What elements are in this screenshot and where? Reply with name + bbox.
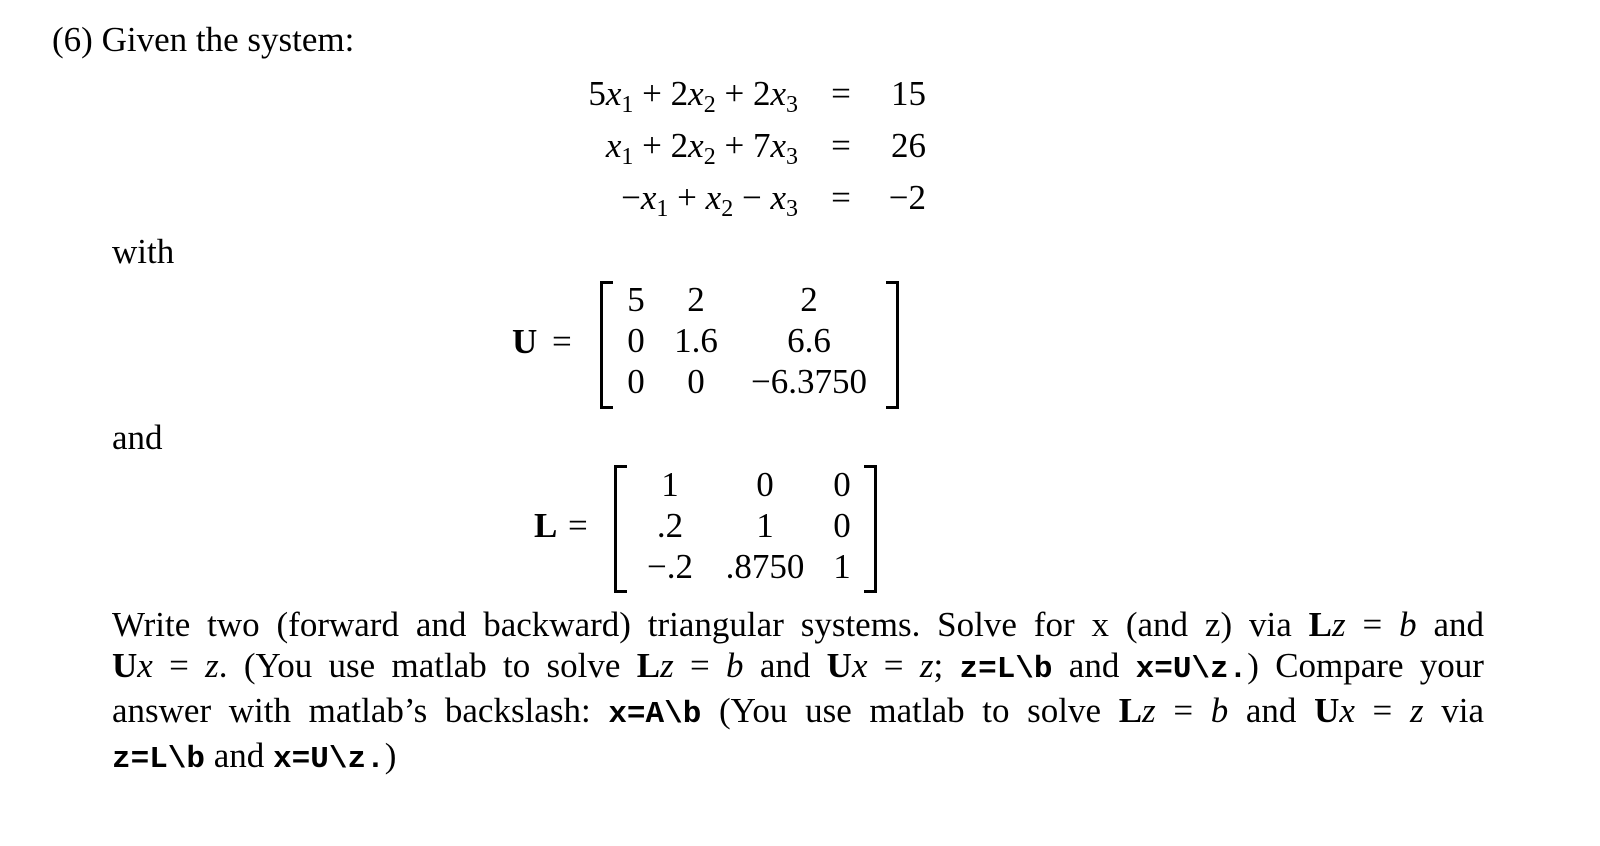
matrix-u-left-bracket [600, 281, 613, 409]
code-snippet: z=L\b [959, 652, 1053, 687]
equation-row-3-eq: = [831, 178, 851, 217]
matrix-u-right-bracket [886, 281, 899, 409]
equation-row-2-lhs: $x_1 + 2x_2 + 7x_3$ [605, 126, 798, 170]
equation-row-2-rhs: 26 [891, 126, 926, 165]
matrix-l-cell: 0 [833, 506, 851, 545]
matrix-u-eq: = [552, 322, 572, 361]
code-snippet: z=L\b [112, 742, 206, 777]
problem-intro: Given the system: [101, 20, 355, 59]
matrix-u-cell: 1.6 [674, 321, 718, 360]
equation-row-3-lhs: $-x_1 + x_2 - x_3$ [621, 178, 798, 222]
instructions-paragraph [112, 604, 1484, 780]
problem-heading [52, 20, 354, 60]
matrix-u-cell: 6.6 [787, 321, 831, 360]
code-snippet: x=A\b [608, 697, 702, 732]
matrix-l-cell: 1 [833, 547, 851, 586]
equation-row-1-rhs: 15 [891, 74, 926, 113]
equation-row-2-eq: = [831, 126, 851, 165]
equation-row-1-lhs: $5x_1 + 2x_2 + 2x_3$ [588, 74, 798, 118]
matrix-u-cell: 0 [687, 362, 705, 401]
matrix-l-cell: 0 [756, 465, 774, 504]
problem-number: (6) [52, 20, 93, 59]
matrix-l-left-bracket [614, 465, 627, 593]
matrix-u-cell: 2 [687, 280, 705, 319]
code-snippet: x=U\z. [1135, 652, 1248, 687]
equation-row-3-rhs: −2 [888, 178, 926, 217]
matrix-l-name: L [534, 506, 558, 545]
instructions-line: answer with matlab’s backslash: x=A\b (You use matlab to solve Lz = b and Ux = z via [112, 691, 1484, 732]
matrix-u-cell: −6.3750 [751, 362, 867, 401]
matrix-l-cell: .2 [656, 506, 684, 545]
matrix-u-cell: 5 [627, 280, 645, 319]
instructions-line: Ux = z. (You use matlab to solve Lz = b and Ux = z; z=L\b and x=U\z.) Compare your [112, 646, 1484, 687]
matrix-u-cell: 2 [800, 280, 818, 319]
matrix-u-cell: 0 [627, 321, 645, 360]
matrix-l-cell: .8750 [725, 547, 805, 586]
matrix-l-eq: = [568, 506, 588, 545]
instructions-line: z=L\b and x=U\z.) [112, 736, 397, 777]
matrix-u-name: U [512, 322, 538, 361]
matrix-u-cell: 0 [627, 362, 645, 401]
code-snippet: x=U\z. [273, 742, 385, 777]
instructions-line: Write two (forward and backward) triangular systems. Solve for x (and z) via Lz = b and [112, 605, 1485, 644]
and-label: and [112, 418, 163, 457]
with-label: with [112, 232, 175, 271]
matrix-l-cell: 1 [661, 465, 679, 504]
matrix-l-right-bracket [864, 465, 877, 593]
matrix-l-cell: 1 [756, 506, 774, 545]
matrix-l-cell: −.2 [647, 547, 693, 586]
equation-row-1-eq: = [831, 74, 851, 113]
matrix-l-cell: 0 [833, 465, 851, 504]
